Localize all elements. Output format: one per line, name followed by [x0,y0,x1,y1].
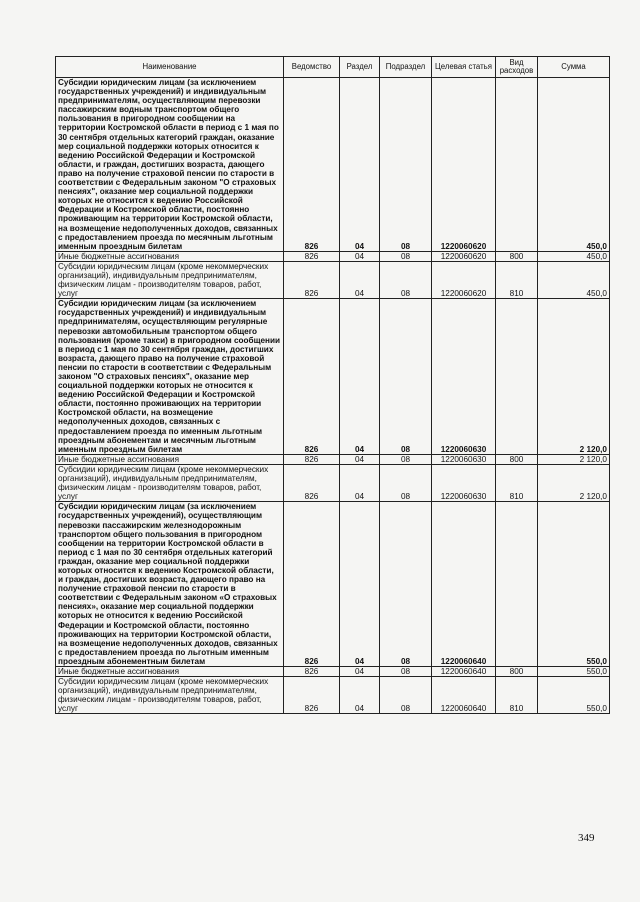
cell-statya: 1220060630 [432,464,496,501]
header-summa: Сумма [538,57,610,78]
cell-name: Иные бюджетные ассигнования [56,454,284,464]
cell-podrazdel: 08 [380,299,432,455]
cell-vid: 810 [496,464,538,501]
table-header [56,57,610,78]
cell-statya: 1220060620 [432,78,496,252]
cell-summa: 550,0 [538,502,610,667]
cell-podrazdel: 08 [380,502,432,667]
cell-statya: 1220060640 [432,677,496,714]
cell-statya: 1220060630 [432,299,496,455]
table-row [56,464,610,501]
cell-razdel: 04 [340,502,380,667]
cell-vedomstvo: 826 [284,261,340,298]
header-podrazdel: Подраздел [380,57,432,78]
table-row [56,299,610,455]
table-body [56,78,610,714]
cell-statya: 1220060620 [432,251,496,261]
cell-podrazdel: 08 [380,677,432,714]
table-row [56,454,610,464]
cell-statya: 1220060620 [432,261,496,298]
cell-razdel: 04 [340,251,380,261]
cell-vedomstvo: 826 [284,454,340,464]
cell-razdel: 04 [340,261,380,298]
cell-name: Субсидии юридическим лицам (за исключением государственных учреждений) и индивидуальным предпринимателям, осуществляющим перевозки пассажирским водным транспортом общего пользования в пригородном сообщении на территории Костромской области в период с 1 мая по 30 сентября отдельных категорий граждан, оказание мер социальной поддержки которых относится к ведению Российской Федерации и Костромской области, и граждан, достигших возраста, дающего право на получение страховой пенсии по старости в соответствии с Федеральным законом "О страховых пенсиях", оказание мер социальной поддержки которых не относится к ведению Российской Федерации и Костромской области, постоянно проживающим на территории Костромской области, на возмещение недополученных доходов, связанных с предоставлением проезда по месячным льготным именным проездным билетам [56,78,284,252]
cell-podrazdel: 08 [380,464,432,501]
table-row [56,677,610,714]
header-razdel: Раздел [340,57,380,78]
header-statya: Целевая статья [432,57,496,78]
cell-statya: 1220060640 [432,502,496,667]
table-row [56,251,610,261]
cell-podrazdel: 08 [380,251,432,261]
cell-summa: 450,0 [538,261,610,298]
table-row [56,78,610,252]
header-row [56,57,610,78]
header-name: Наименование [56,57,284,78]
header-vedomstvo: Ведомство [284,57,340,78]
cell-summa: 450,0 [538,78,610,252]
cell-vedomstvo: 826 [284,78,340,252]
cell-statya: 1220060640 [432,667,496,677]
cell-summa: 2 120,0 [538,299,610,455]
cell-statya: 1220060630 [432,454,496,464]
cell-razdel: 04 [340,677,380,714]
cell-razdel: 04 [340,667,380,677]
cell-vid [496,299,538,455]
cell-name: Субсидии юридическим лицам (кроме некоммерческих организаций), индивидуальным предпринимателям, физическим лицам - производителям товаров, работ, услуг [56,464,284,501]
table-row [56,667,610,677]
cell-podrazdel: 08 [380,261,432,298]
cell-summa: 2 120,0 [538,464,610,501]
cell-name: Субсидии юридическим лицам (за исключением государственных учреждений) и индивидуальным предпринимателям, осуществляющим регулярные перевозки автомобильным транспортом общего пользования (кроме такси) в пригородном сообщении в период с 1 мая по 30 сентября граждан, достигших возраста, дающего право на получение страховой пенсии по старости в соответствии с Федеральным законом "О страховых пенсиях", оказание мер социальной поддержки которых не относится к ведению Российской Федерации и Костромской области, постоянно проживающих на территории Костромской области, на возмещение недополученных доходов, связанных с предоставлением проезда по именным льготным проездным абонементам и месячным льготным именным проездным билетам [56,299,284,455]
cell-vedomstvo: 826 [284,667,340,677]
cell-name: Субсидии юридическим лицам (кроме некоммерческих организаций), индивидуальным предпринимателям, физическим лицам - производителям товаров, работ, услуг [56,677,284,714]
cell-summa: 2 120,0 [538,454,610,464]
cell-summa: 550,0 [538,677,610,714]
page-number: 349 [578,832,595,844]
cell-name: Иные бюджетные ассигнования [56,251,284,261]
budget-table [55,56,610,714]
cell-vid [496,78,538,252]
cell-vedomstvo: 826 [284,299,340,455]
cell-vid: 800 [496,667,538,677]
cell-podrazdel: 08 [380,667,432,677]
cell-vedomstvo: 826 [284,464,340,501]
cell-name: Субсидии юридическим лицам (за исключением государственных учреждений), осуществляющим перевозки пассажирским железнодорожным транспортом общего пользования в пригородном сообщении на территории Костромской области в период с 1 мая по 30 сентября отдельных категорий граждан, оказание мер социальной поддержки которых относится к ведению Костромской области, и граждан, достигших возраста, дающего право на получение страховой пенсии по старости в соответствии с Федеральным законом «О страховых пенсиях», оказание мер социальной поддержки которых не относится к ведению Российской Федерации и Костромской области, постоянно проживающих на территории Костромской области, на возмещение недополученных доходов, связанных с предоставлением проезда по льготным именным проездным абонементным билетам [56,502,284,667]
cell-vedomstvo: 826 [284,677,340,714]
table-row [56,502,610,667]
cell-podrazdel: 08 [380,454,432,464]
cell-name: Иные бюджетные ассигнования [56,667,284,677]
cell-vid: 800 [496,454,538,464]
cell-vid: 810 [496,677,538,714]
table-row [56,261,610,298]
cell-podrazdel: 08 [380,78,432,252]
cell-vedomstvo: 826 [284,502,340,667]
cell-razdel: 04 [340,299,380,455]
cell-vid: 810 [496,261,538,298]
cell-name: Субсидии юридическим лицам (кроме некоммерческих организаций), индивидуальным предпринимателям, физическим лицам - производителям товаров, работ, услуг [56,261,284,298]
cell-summa: 550,0 [538,667,610,677]
cell-summa: 450,0 [538,251,610,261]
cell-vedomstvo: 826 [284,251,340,261]
cell-razdel: 04 [340,464,380,501]
header-vid: Вид расходов [496,57,538,78]
cell-vid: 800 [496,251,538,261]
cell-vid [496,502,538,667]
cell-razdel: 04 [340,454,380,464]
cell-razdel: 04 [340,78,380,252]
